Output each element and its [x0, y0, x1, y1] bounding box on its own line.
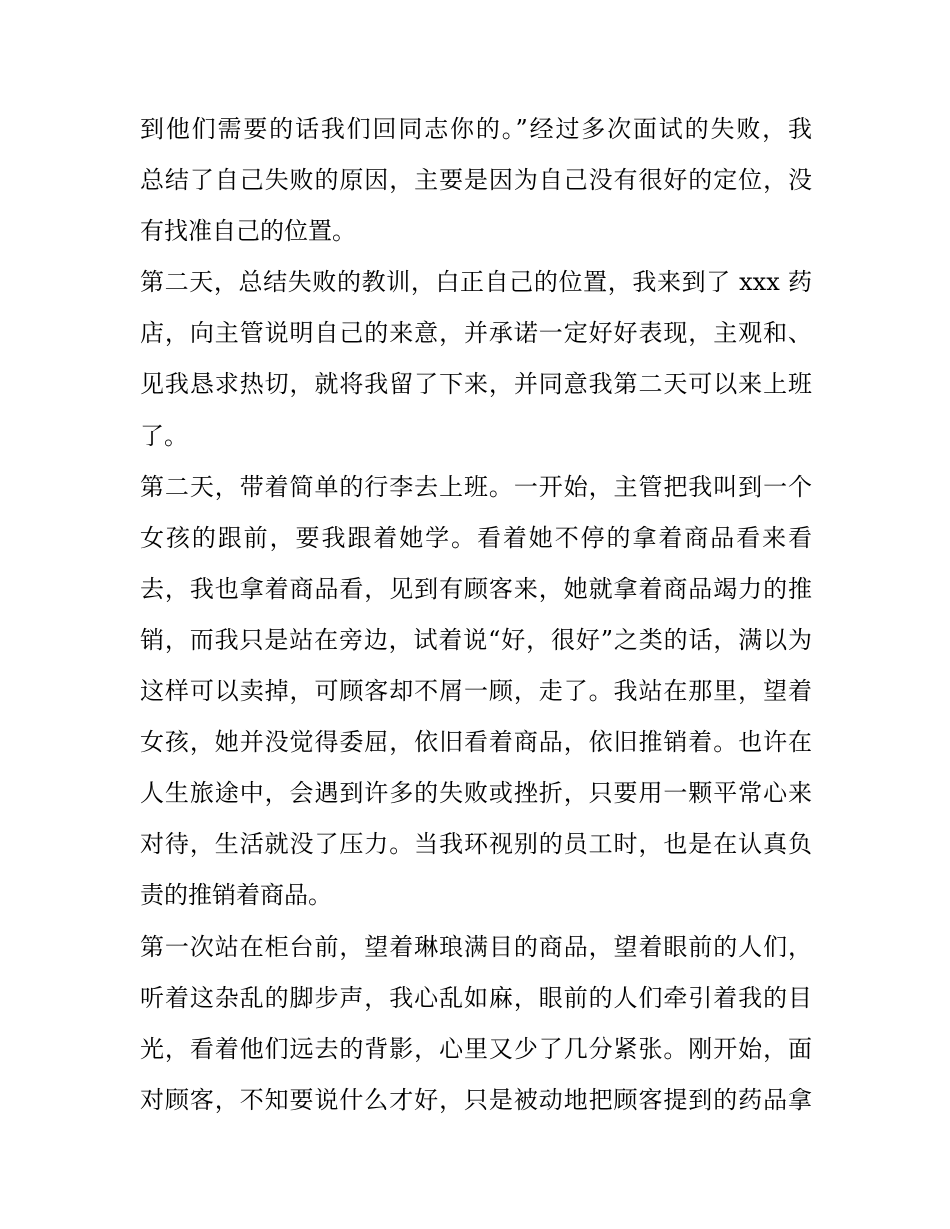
text-line: 销，而我只是站在旁边，试着说“好，很好”之类的话，满以为: [140, 625, 812, 654]
text-line: 女孩，她并没觉得委屈，依旧看着商品，依旧推销着。也许在: [140, 728, 812, 757]
text-line: 对顾客，不知要说什么才好，只是被动地把顾客提到的药品拿: [140, 1085, 812, 1114]
text-line: 光，看着他们远去的背影，心里又少了几分紧张。刚开始，面: [140, 1034, 812, 1063]
text-line: 去，我也拿着商品看，见到有顾客来，她就拿着商品竭力的推: [140, 574, 812, 603]
text-line: 第一次站在柜台前，望着琳琅满目的商品，望着眼前的人们，: [140, 932, 812, 961]
text-line: 了。: [140, 421, 188, 450]
text-line: 责的推销着商品。: [140, 881, 332, 910]
text-line: 这样可以卖掉，可顾客却不屑一顾，走了。我站在那里，望着: [140, 677, 812, 706]
text-line: 第二天，带着简单的行李去上班。一开始，主管把我叫到一个: [140, 472, 812, 501]
text-line: 女孩的跟前，要我跟着她学。看着她不停的拿着商品看来看: [140, 523, 812, 552]
text-line: 总结了自己失败的原因，主要是因为自己没有很好的定位，没: [140, 166, 812, 195]
text-line: 见我恳求热切，就将我留了下来，并同意我第二天可以来上班: [140, 370, 812, 399]
text-line: 人生旅途中，会遇到许多的失败或挫折，只要用一颗平常心来: [140, 779, 812, 808]
text-line: 第二天，总结失败的教训，白正自己的位置，我来到了 xxx 药: [140, 268, 812, 297]
text-line: 店，向主管说明自己的来意，并承诺一定好好表现，主观和、: [140, 319, 812, 348]
text-line: 有找准自己的位置。: [140, 217, 356, 246]
text-line: 到他们需要的话我们回同志你的。”经过多次面试的失败，我: [140, 115, 812, 143]
text-line: 听着这杂乱的脚步声，我心乱如麻，眼前的人们牵引着我的目: [140, 983, 812, 1012]
body-text: [140, 104, 812, 1126]
text-line: 对待，生活就没了压力。当我环视别的员工时，也是在认真负: [140, 830, 812, 859]
